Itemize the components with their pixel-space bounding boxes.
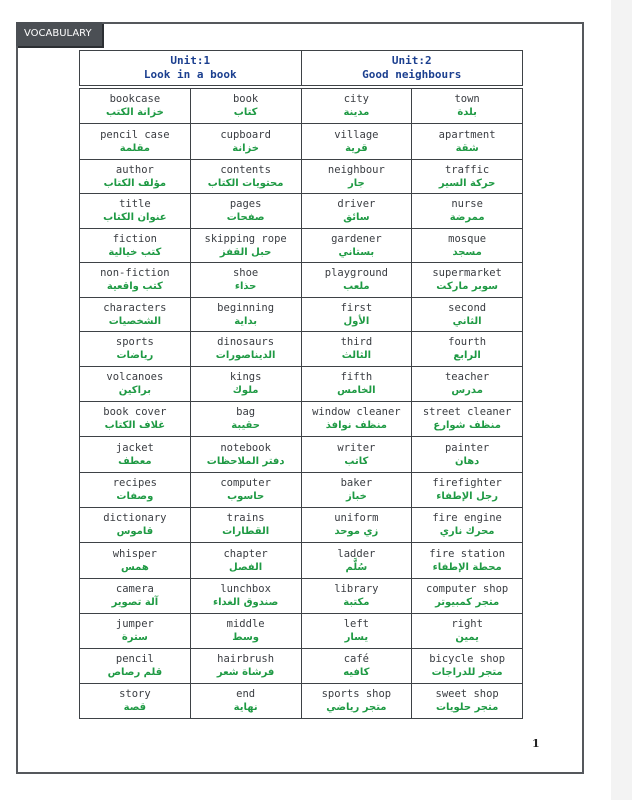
arabic-translation: رجل الإطفاء [436,491,498,502]
vocab-cell [80,614,191,649]
vocab-cell [80,437,191,473]
arabic-translation: آلة تصوير [111,597,159,608]
vocab-row [80,298,523,332]
arabic-translation: مدينة [343,107,370,118]
arabic-translation: متجر للدراجات [431,667,503,678]
arabic-translation: زي موحد [334,526,379,537]
english-word: dictionary [103,512,167,524]
english-word: city [343,93,370,105]
arabic-translation: بستاني [338,246,375,258]
vocab-row [80,124,523,160]
unit-2-label: Unit:2 [391,54,432,67]
english-word: non-fiction [100,267,170,279]
arabic-translation: الأول [343,315,370,327]
english-word: dinosaurs [217,336,275,348]
english-word: third [340,336,373,348]
arabic-translation: متجر كمبيوتر [435,597,500,608]
vocab-cell [80,263,191,298]
english-word: notebook [220,441,271,454]
english-word: hairbrush [217,653,275,665]
page-number: 1 [532,737,540,750]
arabic-translation: همس [120,561,149,573]
english-word: kings [229,371,262,383]
english-word: lunchbox [220,583,271,595]
arabic-translation: مؤلف الكتاب [103,177,167,189]
vocab-cell [412,473,523,508]
arabic-translation: مقلمة [119,142,150,154]
english-word: fire engine [432,512,502,524]
vocab-cell [190,402,301,437]
arabic-translation: بلدة [457,107,477,118]
english-word: shoe [232,267,259,279]
english-word: story [119,688,151,700]
arabic-translation: نهاية [233,702,258,713]
english-word: first [340,301,373,314]
vocab-cell [80,89,191,124]
english-word: computer [220,477,271,489]
vocab-cell [412,332,523,367]
vocab-cell [80,160,191,194]
english-word: title [119,198,151,210]
unit-2-title: Good neighbours [362,68,462,81]
arabic-translation: الثالث [341,350,372,361]
english-word: beginning [217,301,275,314]
english-word: uniform [334,512,379,524]
english-word: second [448,301,487,314]
arabic-translation: محرك ناري [439,526,495,537]
arabic-translation: الشخصيات [108,315,162,327]
arabic-translation: قلم رصاص [107,667,163,678]
arabic-translation: معطف [118,455,152,467]
vocab-cell [412,229,523,263]
arabic-translation: منظف نوافذ [325,420,387,431]
arabic-translation: منظف شوارع [433,420,501,431]
english-word: cupboard [220,128,271,141]
english-word: teacher [444,371,490,383]
arabic-translation: حاسوب [227,491,265,502]
english-word: village [334,128,379,141]
vocab-cell [80,402,191,437]
vocab-cell [301,508,412,543]
arabic-translation: القطارات [222,526,270,537]
vocab-row [80,263,523,298]
arabic-translation: كتب واقعية [106,281,163,292]
unit-header-row [80,51,523,86]
vocab-cell [80,508,191,543]
english-word: computer shop [426,583,509,595]
vocab-cell [190,473,301,508]
vocab-cell [80,229,191,263]
arabic-translation: كتاب [233,107,258,118]
english-word: fifth [340,371,373,383]
english-word: trains [226,512,265,524]
english-word: whisper [112,547,157,560]
vocab-row [80,402,523,437]
vocab-row [80,649,523,684]
english-word: playground [324,267,388,279]
arabic-translation: الخامس [337,385,376,396]
english-word: book [232,93,259,105]
english-word: pencil case [100,128,170,141]
vocab-row [80,473,523,508]
arabic-translation: كافيه [343,667,370,678]
vocab-cell [412,508,523,543]
arabic-translation: قاموس [116,526,154,537]
vocab-cell [412,543,523,579]
vocab-cell [80,298,191,332]
arabic-translation: جار [348,177,365,189]
arabic-translation: شقة [455,142,479,154]
vocab-row [80,437,523,473]
english-word: middle [226,618,265,630]
vocab-cell [301,89,412,124]
vocab-cell [301,473,412,508]
vocab-cell [412,579,523,614]
arabic-translation: دفتر الملاحظات [206,455,285,467]
vocab-cell [412,89,523,124]
vocab-cell [80,332,191,367]
arabic-translation: خزانة [232,142,259,154]
arabic-translation: وسط [232,632,259,643]
vocab-cell [301,124,412,160]
vocab-cell [190,160,301,194]
arabic-translation: سوبر ماركت [436,281,498,292]
english-word: painter [444,441,490,454]
vocab-cell [412,160,523,194]
english-word: contents [220,163,271,176]
vocab-cell [190,437,301,473]
arabic-translation: غلاف الكتاب [104,420,166,431]
vocab-cell [190,332,301,367]
arabic-translation: سائق [343,212,370,223]
vocab-cell [80,684,191,719]
english-word: supermarket [432,267,502,279]
vocab-cell [301,684,412,719]
vocab-cell [190,89,301,124]
vocab-cell [301,649,412,684]
english-word: street cleaner [422,406,512,418]
vocab-cell [80,473,191,508]
vocab-cell [412,124,523,160]
vocab-cell [80,543,191,579]
vocab-cell [190,194,301,229]
vocab-cell [412,194,523,229]
vocab-cell [412,367,523,402]
english-word: pencil [115,653,154,665]
vocab-cell [190,229,301,263]
english-word: chapter [223,547,268,560]
english-word: town [454,93,480,105]
vocab-cell [190,298,301,332]
arabic-translation: الرابع [453,350,481,361]
vocab-cell [190,543,301,579]
vocab-cell [412,649,523,684]
vocab-cell [301,367,412,402]
vocab-cell [190,614,301,649]
arabic-translation: كاتب [344,455,369,467]
vocab-row [80,332,523,367]
vocabulary-tag: VOCABULARY [16,22,102,46]
arabic-translation: يمين [455,632,479,643]
arabic-translation: دهان [454,455,480,467]
arabic-translation: مسجد [452,246,482,258]
vocab-row [80,543,523,579]
vocabulary-table [79,50,523,719]
vocab-row [80,508,523,543]
arabic-translation: الفصل [229,561,263,573]
english-word: recipes [112,477,157,489]
english-word: nurse [451,198,483,210]
vocab-cell [301,437,412,473]
vocab-cell [190,684,301,719]
arabic-translation: متجر حلويات [435,702,499,713]
vocab-cell [301,229,412,263]
vocab-row [80,89,523,124]
english-word: library [334,583,379,595]
english-word: gardener [331,232,382,245]
vocab-cell [301,160,412,194]
english-word: characters [103,301,167,314]
vocab-cell [412,298,523,332]
arabic-translation: محطة الإطفاء [432,561,502,573]
vocab-cell [80,649,191,684]
english-word: author [115,163,154,176]
vocab-cell [412,437,523,473]
english-word: sports [115,336,154,348]
english-word: baker [340,477,373,489]
arabic-translation: مكتبة [343,597,370,608]
vocab-row [80,160,523,194]
arabic-translation: سترة [121,632,148,643]
arabic-translation: صفحات [226,212,265,223]
vocab-cell [412,614,523,649]
english-word: sweet shop [435,688,499,700]
english-word: window cleaner [312,406,401,418]
english-word: café [343,653,370,665]
arabic-translation: قرية [345,142,368,154]
vocab-cell [301,298,412,332]
arabic-translation: يسار [344,632,369,643]
vocab-cell [190,124,301,160]
english-word: ladder [337,547,376,560]
english-word: bookcase [109,93,161,105]
vocab-row [80,684,523,719]
vocab-cell [301,614,412,649]
english-word: skipping rope [204,232,287,245]
vocab-cell [412,684,523,719]
english-word: sports shop [321,688,392,700]
arabic-translation: الثاني [452,315,482,327]
english-word: jacket [115,441,154,454]
english-word: writer [337,441,376,454]
english-word: pages [229,198,262,210]
vocab-row [80,614,523,649]
english-word: bag [236,406,256,418]
vocab-cell [80,124,191,160]
unit-1-header [80,51,302,86]
vocab-cell [301,263,412,298]
arabic-translation: ممرضة [449,212,485,223]
vocab-cell [301,579,412,614]
english-word: mosque [448,232,487,245]
english-word: book cover [103,406,167,418]
arabic-translation: محتويات الكتاب [207,177,284,189]
arabic-translation: متجر رياضي [326,702,387,713]
english-word: firefighter [432,477,502,489]
vocab-cell [412,402,523,437]
unit-1-title: Look in a book [143,68,237,81]
vocab-cell [301,332,412,367]
arabic-translation: وصفات [116,491,154,502]
arabic-translation: صندوق الغداء [212,597,279,608]
arabic-translation: عنوان الكتاب [103,212,167,223]
vocab-cell [80,579,191,614]
english-word: bicycle shop [429,653,506,665]
arabic-translation: خزانة الكتب [105,107,164,118]
arabic-translation: حبل القفز [219,246,272,258]
vocab-row [80,579,523,614]
arabic-translation: براكين [118,385,152,396]
arabic-translation: كتب خيالية [108,246,162,258]
arabic-translation: حقيبة [231,420,260,431]
vocab-cell [80,194,191,229]
vocab-cell [190,367,301,402]
arabic-translation: قصة [123,702,147,713]
vocab-cell [301,402,412,437]
english-word: apartment [438,128,496,141]
english-word: end [236,688,256,700]
vocab-row [80,367,523,402]
vocab-cell [301,543,412,579]
vocab-cell [412,263,523,298]
arabic-translation: فرشاة شعر [216,667,275,678]
english-word: volcanoes [106,371,164,383]
english-word: jumper [115,618,154,630]
right-margin-bar [611,0,632,800]
english-word: fire station [429,547,506,560]
vocab-cell [190,649,301,684]
english-word: neighbour [327,163,385,176]
english-word: left [343,618,370,630]
arabic-translation: بداية [234,315,258,327]
arabic-translation: سُلَّم [345,561,368,573]
arabic-translation: حذاء [234,281,257,292]
english-word: fourth [448,336,487,348]
english-word: right [451,618,483,630]
unit-2-header [301,51,523,86]
vocab-cell [301,194,412,229]
vocab-cell [190,508,301,543]
arabic-translation: مدرس [451,385,483,396]
english-word: driver [337,198,376,210]
arabic-translation: ملوك [232,385,259,396]
vocab-cell [190,579,301,614]
arabic-translation: رياضات [116,350,154,361]
arabic-translation: ملعب [343,281,370,292]
english-word: camera [115,583,154,595]
arabic-translation: حركة السير [438,177,496,189]
vocab-row [80,229,523,263]
unit-1-label: Unit:1 [170,54,211,67]
vocab-cell [190,263,301,298]
english-word: traffic [444,163,490,176]
arabic-translation: خباز [345,491,367,502]
vocab-cell [80,367,191,402]
english-word: fiction [112,232,157,245]
vocab-row [80,194,523,229]
arabic-translation: الديناصورات [215,350,276,361]
